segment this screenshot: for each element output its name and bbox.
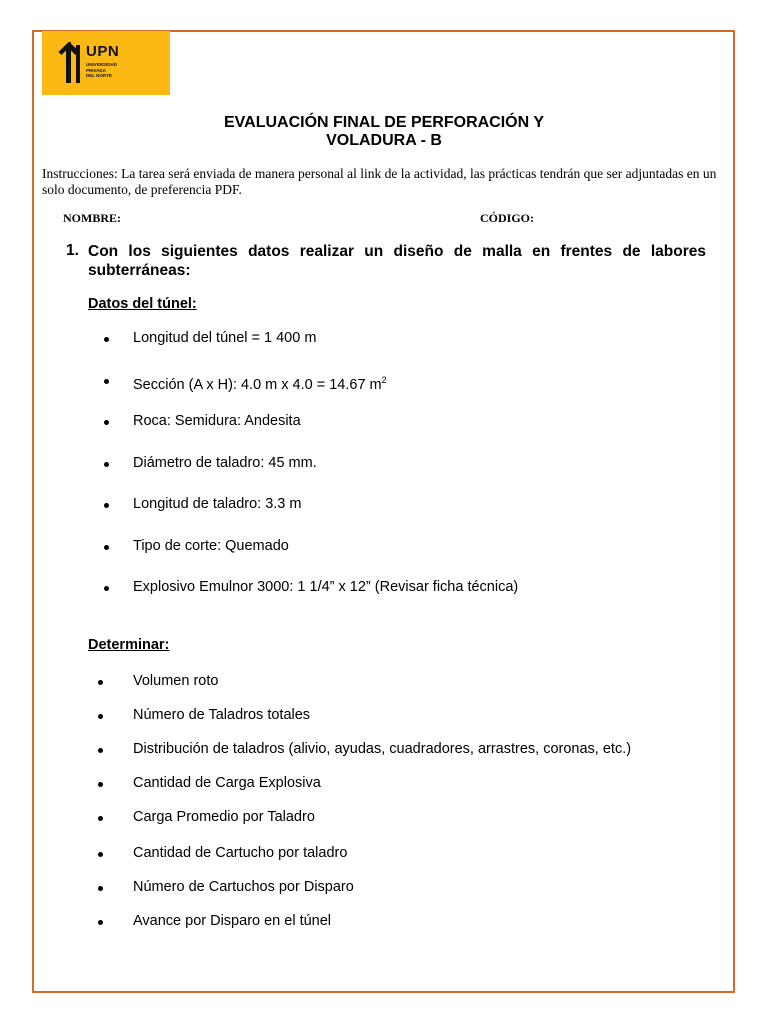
list-item <box>0 495 768 515</box>
list-item-text: Cantidad de Carga Explosiva <box>133 775 321 791</box>
list-item-text: Número de Taladros totales <box>133 707 311 723</box>
document-title-line-1: EVALUACIÓN FINAL DE PERFORACIÓN Y <box>223 114 545 131</box>
list-item <box>0 844 768 864</box>
list-item <box>0 578 768 598</box>
list-item <box>0 454 768 474</box>
list-item-text: Avance por Disparo en el túnel <box>133 913 332 929</box>
bullet-icon <box>104 503 109 508</box>
list-item-text: Longitud de taladro: 3.3 m <box>133 496 302 512</box>
bullet-icon <box>98 816 103 821</box>
list-item <box>0 412 768 432</box>
bullet-icon <box>104 379 109 384</box>
bullet-icon <box>98 714 103 719</box>
logo-subtitle: UNIVERSIDAD PRIVADA DEL NORTE <box>86 62 118 78</box>
bullet-icon <box>98 748 103 753</box>
upn-mark-icon <box>42 31 86 95</box>
bullet-icon <box>104 545 109 550</box>
bullet-icon <box>104 586 109 591</box>
list-item <box>0 808 768 828</box>
code-label: CÓDIGO: <box>480 211 534 225</box>
list-item-text: Volumen roto <box>133 673 219 689</box>
list-item <box>0 774 768 794</box>
document-title-line-2: VOLADURA - B <box>326 132 442 149</box>
bullet-icon <box>104 420 109 425</box>
list-item-text: Roca: Semidura: Andesita <box>133 413 301 429</box>
list-item <box>0 912 768 932</box>
bullet-icon <box>104 337 109 342</box>
bullet-icon <box>98 920 103 925</box>
list-item-text: Tipo de corte: Quemado <box>133 538 289 554</box>
instructions-text: Instrucciones: La tarea será enviada de manera personal al link de la actividad, las prácticas tendrán que ser adjuntadas en un solo documento, de preferencia PDF. <box>42 166 717 197</box>
list-item-text: Distribución de taladros (alivio, ayudas, cuadradores, arrastres, coronas, etc.) <box>133 741 632 757</box>
tunnel-data-heading: Datos del túnel: <box>88 296 197 312</box>
name-label: NOMBRE: <box>63 211 121 225</box>
list-item-text: Carga Promedio por Taladro <box>133 809 315 825</box>
list-item <box>0 329 768 349</box>
list-item-text: Longitud del túnel = 1 400 m <box>133 330 317 346</box>
upn-logo <box>42 31 170 95</box>
bullet-icon <box>98 886 103 891</box>
list-item <box>0 878 768 898</box>
bullet-icon <box>98 680 103 685</box>
bullet-icon <box>104 462 109 467</box>
list-item-text: Número de Cartuchos por Disparo <box>133 879 354 895</box>
list-item-text: Sección (A x H): 4.0 m x 4.0 = 14.67 $m^2$ <box>133 375 387 393</box>
list-item <box>0 537 768 557</box>
question-text: Con los siguientes datos realizar un diseño de malla en frentes de labores subterráneas: <box>88 243 706 279</box>
list-item <box>0 672 768 692</box>
list-item-text: Diámetro de taladro: 45 mm. <box>133 455 317 471</box>
question-number: 1. <box>66 242 79 259</box>
list-item <box>0 706 768 726</box>
list-item-text: Explosivo Emulnor 3000: 1 1/4” x 12” (Revisar ficha técnica) <box>133 579 519 595</box>
bullet-icon <box>98 782 103 787</box>
bullet-icon <box>98 852 103 857</box>
list-item <box>0 740 768 760</box>
logo-brand: UPN <box>86 43 120 60</box>
list-item-text: Cantidad de Cartucho por taladro <box>133 845 348 861</box>
list-item <box>0 371 768 391</box>
determine-heading: Determinar: <box>88 637 170 653</box>
